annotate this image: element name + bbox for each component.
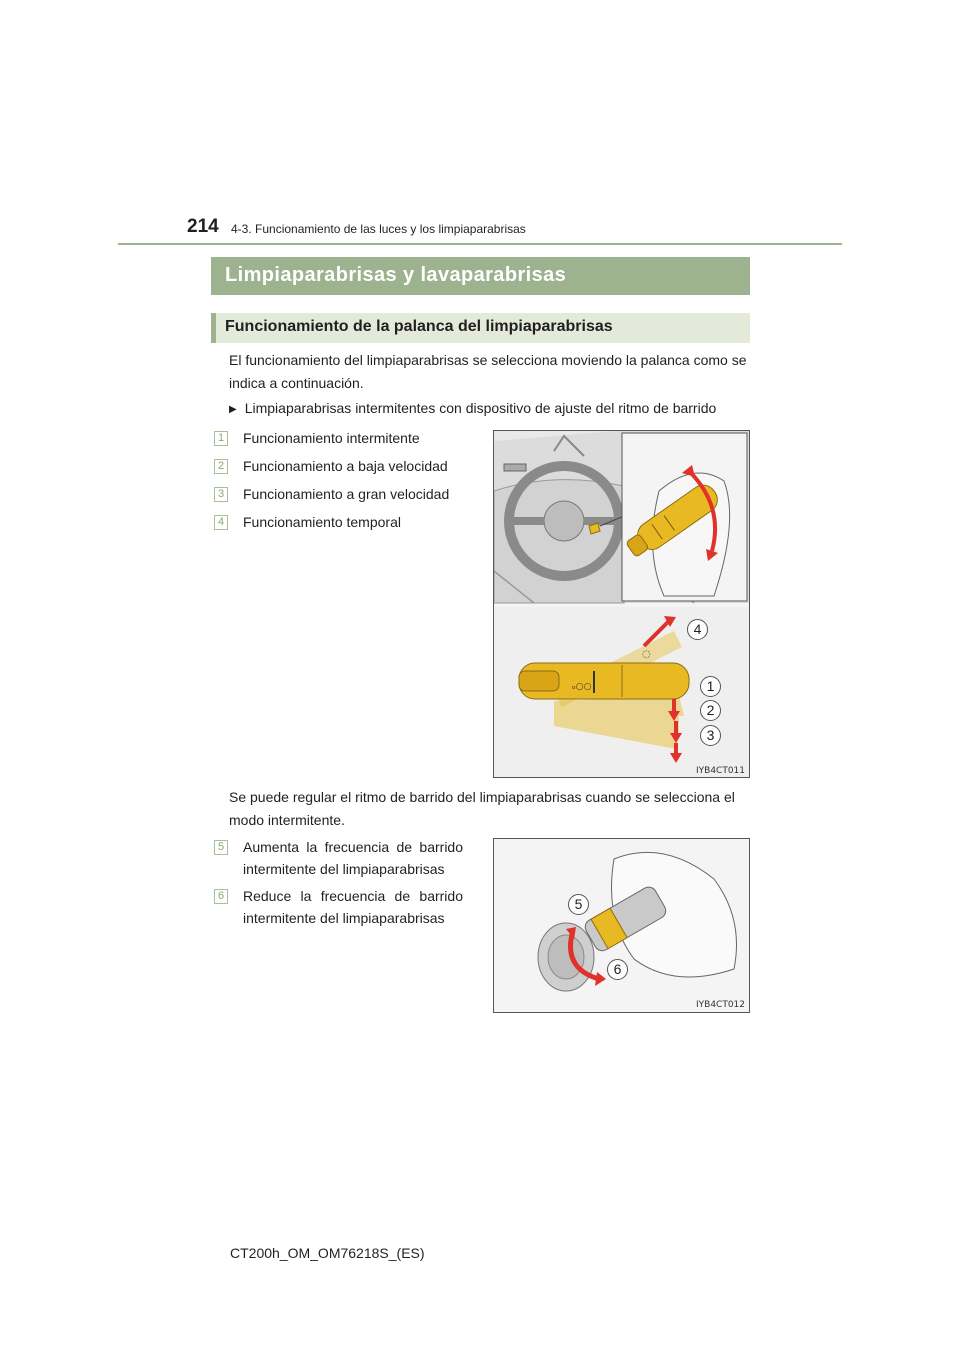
item-number-badge: 3 [214, 487, 228, 502]
item-number-badge: 4 [214, 515, 228, 530]
item-text: Reduce la frecuencia de barrido intermitente del limpiaparabrisas [243, 888, 463, 926]
item-number-badge: 6 [214, 889, 228, 904]
svg-text:ₒ○○: ₒ○○ [572, 682, 592, 692]
section-title: 4-3. Funcionamiento de las luces y los limpiaparabrisas [231, 222, 526, 236]
item-text: Funcionamiento a baja velocidad [243, 458, 448, 474]
item-text: Aumenta la frecuencia de barrido intermitente del limpiaparabrisas [243, 839, 463, 877]
rhythm-knob-illustration [494, 839, 749, 1012]
item-number-badge: 5 [214, 840, 228, 855]
page-number: 214 [187, 216, 219, 237]
subsection-heading: Funcionamiento de la palanca del limpiaparabrisas [225, 318, 613, 335]
figure-code: IYB4CT011 [696, 766, 746, 776]
wiper-lever-figure [493, 430, 750, 778]
document-footer: CT200h_OM_OM76218S_(ES) [230, 1245, 425, 1261]
item-number-badge: 1 [214, 431, 228, 446]
rhythm-paragraph: Se puede regular el ritmo de barrido del limpiaparabrisas cuando se selecciona el modo intermitente. [229, 789, 735, 828]
svg-text:◌: ◌ [642, 649, 651, 660]
bullet-item [229, 400, 716, 416]
callout-3: 3 [700, 725, 721, 746]
header-divider [118, 243, 842, 245]
callout-5: 5 [568, 894, 589, 915]
intro-paragraph: El funcionamiento del limpiaparabrisas se selecciona moviendo la palanca como se indica a continuación. [229, 352, 747, 391]
section-heading: Limpiaparabrisas y lavaparabrisas [225, 264, 567, 286]
wiper-rhythm-figure [493, 838, 750, 1013]
subsection-heading-banner [211, 313, 750, 343]
bullet-text: Limpiaparabrisas intermitentes con dispositivo de ajuste del ritmo de barrido [244, 400, 717, 416]
item-text: Funcionamiento temporal [243, 514, 401, 530]
section-heading-banner [211, 257, 750, 295]
triangle-bullet-icon: ▶ [229, 404, 237, 415]
callout-6: 6 [607, 959, 628, 980]
callout-4: 4 [687, 619, 708, 640]
callout-1: 1 [700, 676, 721, 697]
callout-2: 2 [700, 700, 721, 721]
figure-code: IYB4CT012 [696, 1000, 746, 1010]
item-text: Funcionamiento a gran velocidad [243, 486, 450, 502]
item-text: Funcionamiento intermitente [243, 430, 420, 446]
item-number-badge: 2 [214, 459, 228, 474]
